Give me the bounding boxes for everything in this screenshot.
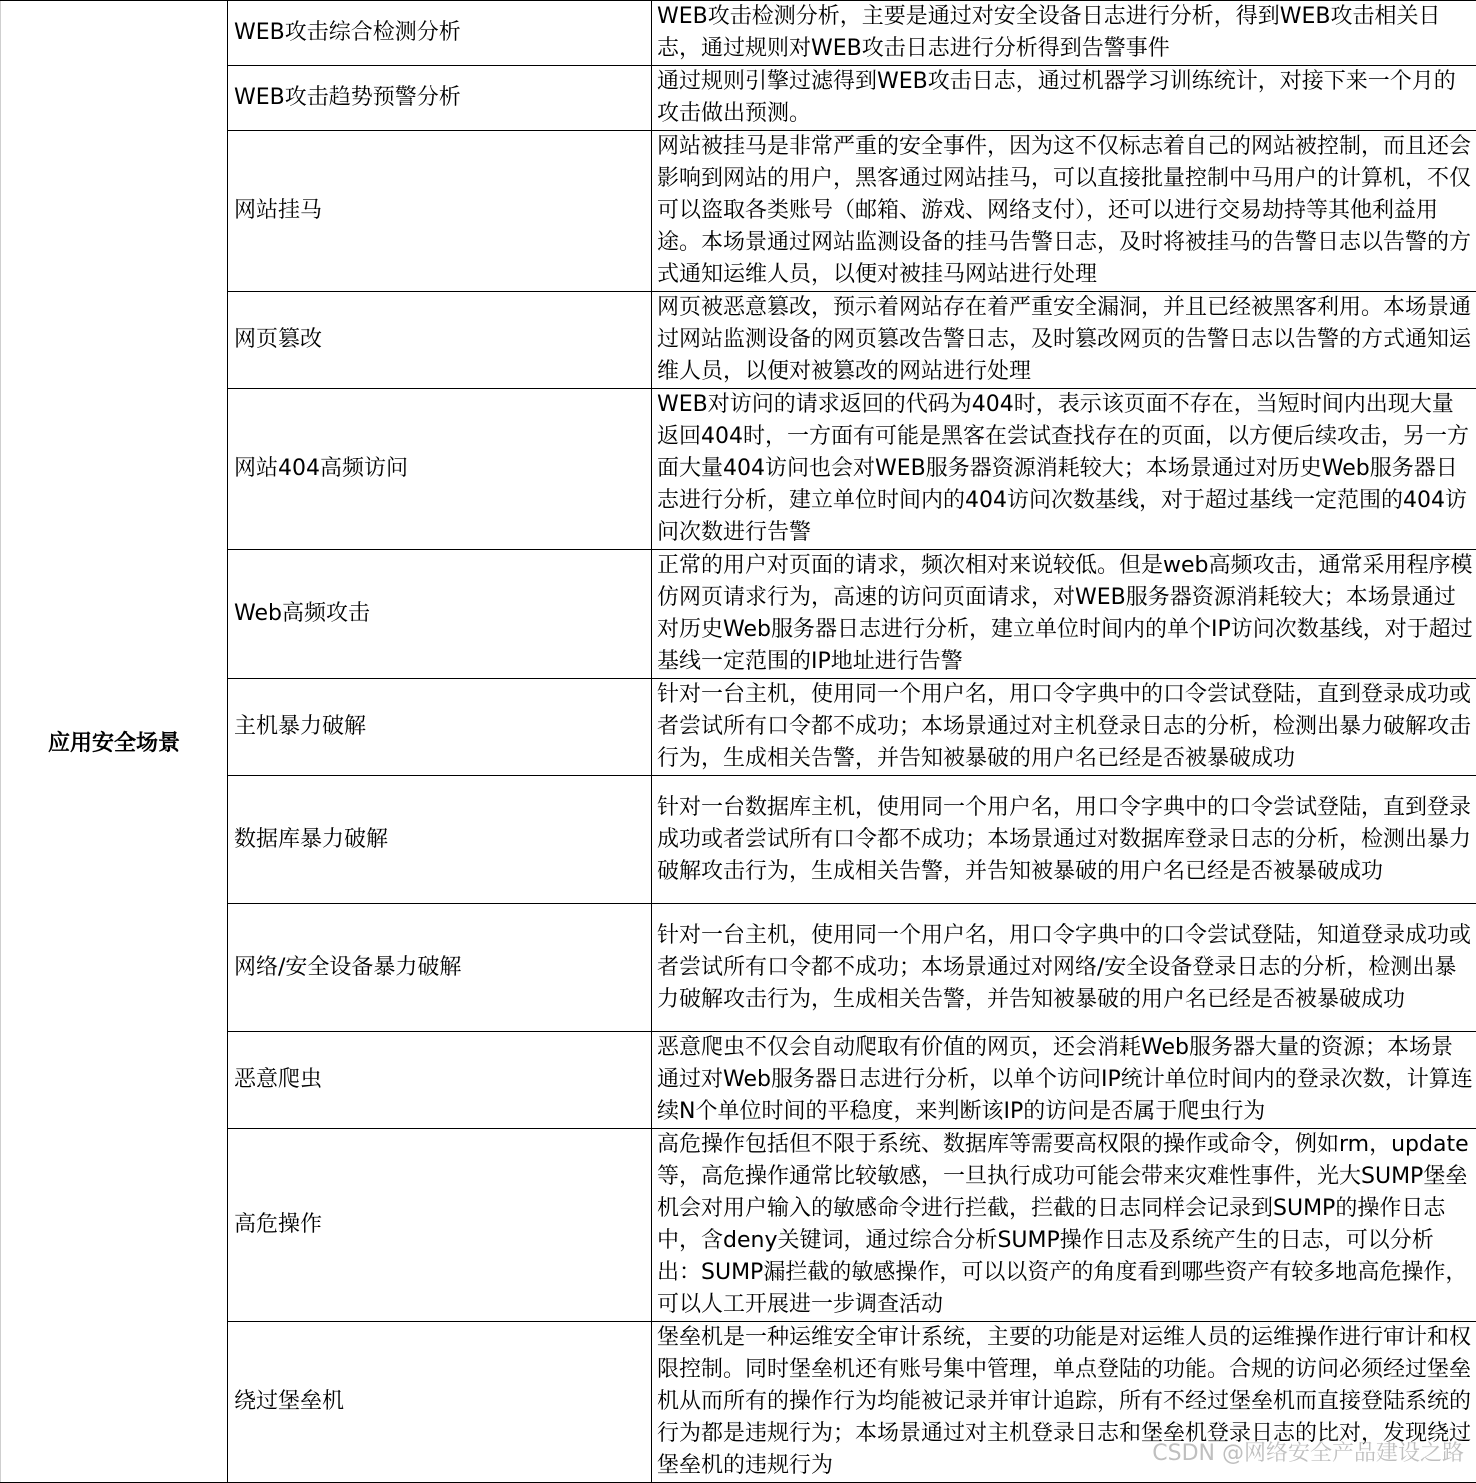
- csdn-watermark: CSDN @网络安全产品建设之路: [1152, 1436, 1464, 1467]
- scene-name: 网页篡改: [228, 292, 652, 389]
- scene-name: 网络/安全设备暴力破解: [228, 904, 652, 1032]
- scene-name: 恶意爬虫: [228, 1032, 652, 1129]
- scene-name: 网站404高频访问: [228, 389, 652, 550]
- scene-description: WEB对访问的请求返回的代码为404时，表示该页面不存在，当短时间内出现大量返回404时，一方面有可能是黑客在尝试查找存在的页面，以方便后续攻击，另一方面大量404访问也会对WEB服务器资源消耗较大；本场景通过对历史Web服务器日志进行分析，建立单位时间内的404访问次数基线，对于超过基线一定范围的404访问次数进行告警: [652, 389, 1476, 550]
- scene-description: 恶意爬虫不仅会自动爬取有价值的网页，还会消耗Web服务器大量的资源；本场景通过对Web服务器日志进行分析，以单个访问IP统计单位时间内的登录次数，计算连续N个单位时间的平稳度，来判断该IP的访问是否属于爬虫行为: [652, 1032, 1476, 1129]
- scene-description: 针对一台主机，使用同一个用户名，用口令字典中的口令尝试登陆，直到登录成功或者尝试所有口令都不成功；本场景通过对主机登录日志的分析，检测出暴力破解攻击行为，生成相关告警，并告知被暴破的用户名已经是否被暴破成功: [652, 679, 1476, 776]
- scene-name: Web高频攻击: [228, 550, 652, 679]
- scene-name: 网站挂马: [228, 131, 652, 292]
- scene-name: WEB攻击综合检测分析: [228, 1, 652, 66]
- scene-description: 针对一台主机，使用同一个用户名，用口令字典中的口令尝试登陆，知道登录成功或者尝试所有口令都不成功；本场景通过对网络/安全设备登录日志的分析，检测出暴力破解攻击行为，生成相关告警，并告知被暴破的用户名已经是否被暴破成功: [652, 904, 1476, 1032]
- scene-description: 高危操作包括但不限于系统、数据库等需要高权限的操作或命令，例如rm，update等，高危操作通常比较敏感，一旦执行成功可能会带来灾难性事件，光大SUMP堡垒机会对用户输入的敏感命令进行拦截，拦截的日志同样会记录到SUMP的操作日志中，含deny关键词，通过综合分析SUMP操作日志及系统产生的日志，可以分析出：SUMP漏拦截的敏感操作，可以以资产的角度看到哪些资产有较多地高危操作，可以人工开展进一步调查活动: [652, 1129, 1476, 1322]
- scene-description: WEB攻击检测分析，主要是通过对安全设备日志进行分析，得到WEB攻击相关日志，通过规则对WEB攻击日志进行分析得到告警事件: [652, 1, 1476, 66]
- scene-name: 数据库暴力破解: [228, 776, 652, 904]
- category-label: 应用安全场景: [1, 1, 228, 1483]
- scene-name: WEB攻击趋势预警分析: [228, 66, 652, 131]
- scene-name: 高危操作: [228, 1129, 652, 1322]
- scene-name: 绕过堡垒机: [228, 1322, 652, 1483]
- table-row: [1, 1, 1476, 66]
- scene-description: 针对一台数据库主机，使用同一个用户名，用口令字典中的口令尝试登陆，直到登录成功或者尝试所有口令都不成功；本场景通过对数据库登录日志的分析，检测出暴力破解攻击行为，生成相关告警，并告知被暴破的用户名已经是否被暴破成功: [652, 776, 1476, 904]
- scene-description: 网页被恶意篡改，预示着网站存在着严重安全漏洞，并且已经被黑客利用。本场景通过网站监测设备的网页篡改告警日志，及时篡改网页的告警日志以告警的方式通知运维人员，以便对被篡改的网站进行处理: [652, 292, 1476, 389]
- scene-name: 主机暴力破解: [228, 679, 652, 776]
- scene-description: 通过规则引擎过滤得到WEB攻击日志，通过机器学习训练统计，对接下来一个月的攻击做出预测。: [652, 66, 1476, 131]
- scene-description: 堡垒机是一种运维安全审计系统，主要的功能是对运维人员的运维操作进行审计和权限控制。同时堡垒机还有账号集中管理，单点登陆的功能。合规的访问必须经过堡垒机从而所有的操作行为均能被记录并审计追踪，所有不经过堡垒机而直接登陆系统的行为都是违规行为；本场景通过对主机登录日志和堡垒机登录日志的比对，发现绕过堡垒机的违规行为: [652, 1322, 1476, 1483]
- scene-description: 正常的用户对页面的请求，频次相对来说较低。但是web高频攻击，通常采用程序模仿网页请求行为，高速的访问页面请求，对WEB服务器资源消耗较大；本场景通过对历史Web服务器日志进行分析，建立单位时间内的单个IP访问次数基线，对于超过基线一定范围的IP地址进行告警: [652, 550, 1476, 679]
- scene-description: 网站被挂马是非常严重的安全事件，因为这不仅标志着自己的网站被控制，而且还会影响到网站的用户，黑客通过网站挂马，可以直接批量控制中马用户的计算机，不仅可以盗取各类账号（邮箱、游戏、网络支付），还可以进行交易劫持等其他利益用途。本场景通过网站监测设备的挂马告警日志，及时将被挂马的告警日志以告警的方式通知运维人员，以便对被挂马网站进行处理: [652, 131, 1476, 292]
